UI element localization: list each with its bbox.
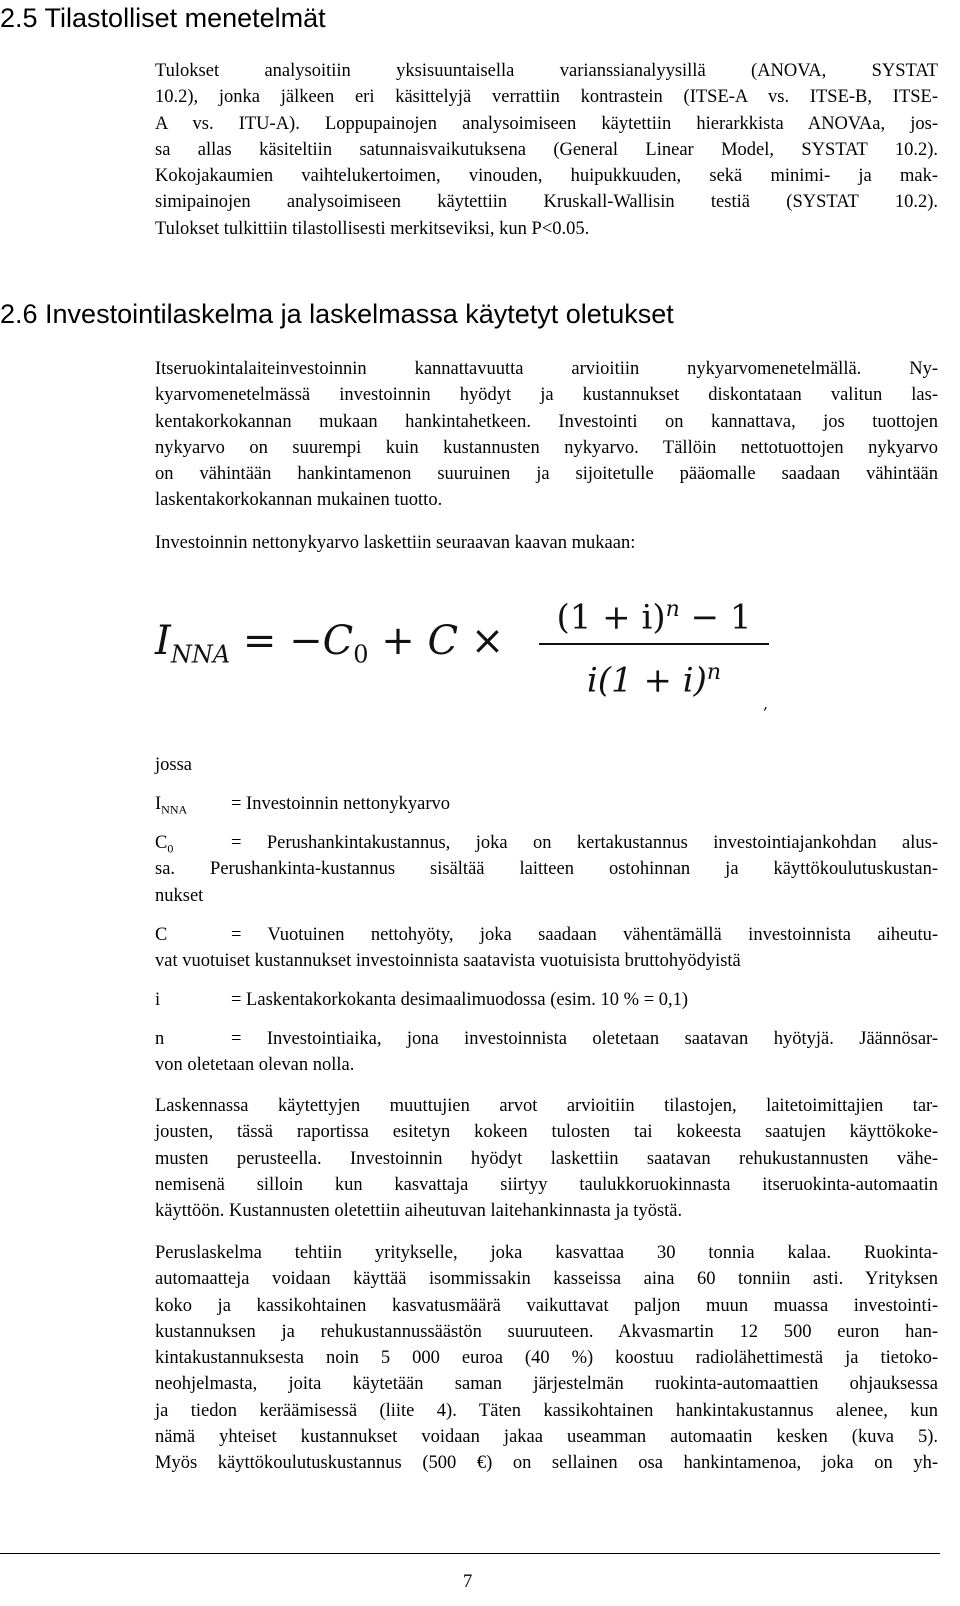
definition-text: = Perushankintakustannus, joka on kertakustannus investointiajankohdan alus- [231,833,938,853]
definition-symbol: n [155,1029,165,1049]
text-line: nämä yhteiset kustannukset voidaan jakaa useamman automaatin kesken (kuva 5). [155,1427,938,1448]
text-line: Kokojakaumien vaihtelukertoimen, vinouden, huipukkuuden, sekä minimi- ja mak- [155,166,938,187]
paragraph-variables [155,1093,938,1224]
text-line: kyarvomenetelmässä investoinnin hyödyt ja kustannukset diskontataan valitun las- [155,385,938,406]
text-line: Peruslaskelma tehtiin yritykselle, joka kasvattaa 30 tonnia kalaa. Ruokinta- [155,1243,938,1263]
definition-text: = Laskentakorkokanta desimaalimuodossa (esim. 10 % = 0,1) [231,990,689,1010]
text-line: laskentakorkokannan mukainen tuotto. [155,490,443,511]
definition-c [155,922,938,975]
definition-text: von oletetaan olevan nolla. [155,1055,355,1076]
text-line: jossa [155,755,192,775]
formula-fraction [539,588,769,705]
definition-text: = Investointiaika, jona investoinnista oletetaan saatavan hyötyjä. Jäännösar- [231,1029,938,1049]
text-line: Myös käyttökoulutuskustannus (500 €) on sellainen osa hankintamenoa, joka on yh- [155,1453,938,1474]
text-line: kustannuksen ja rehukustannussäästön suuruuteen. Akvasmartin 12 500 euron han- [155,1321,938,1342]
formula-equals: = [242,618,277,664]
definition-text: = Investoinnin nettonykyarvo [231,794,451,814]
definition-symbol: i [155,990,161,1010]
formula-numerator: $(1 + i)^n - 1$ [556,597,752,638]
formula-intro [155,530,938,556]
paragraph-npv-method [155,356,938,514]
text-line: Investoinnin nettonykyarvo laskettiin seuraavan kaavan mukaan: [155,533,636,553]
text-line: käyttöön. Kustannusten oletettiin aiheutuvan laitehankinnasta ja työstä. [155,1201,683,1222]
definition-text: vat vuotuiset kustannukset investoinnista saatavista vuotuisista bruttohyödyistä [155,951,741,972]
text-line: musten perusteella. Investoinnin hyödyt laskettiin saatavan rehukustannusten vähe- [155,1148,938,1169]
text-line: Itseruokintalaiteinvestoinnin kannattavuutta arvioitiin nykyarvomenetelmällä. Ny- [155,359,938,379]
text-line: jousten, tässä raportissa esitetyn kokeen tulosten tai kokeesta saatujen käyttökoke- [155,1122,938,1143]
section-heading-2-5: 2.5 Tilastolliset menetelmät [0,3,326,33]
text-line: kentakorkokannan mukaan hankintahetkeen. Investointi on kannattava, jos tuottojen [155,411,938,432]
paragraph-base-calculation [155,1240,938,1477]
text-line: on vähintään hankintamenon suuruinen ja sijoitetulle pääomalle saadaan vähintään [155,464,938,485]
text-line: A vs. ITU-A). Loppupainojen analysoimiseen käytettiin hierarkkista ANOVAa, jos- [155,113,938,134]
jossa-label [155,752,938,778]
text-line: ja tiedon keräämisessä (liite 4). Täten kassikohtainen hankintakustannus alenee, kun [155,1400,938,1421]
formula-lhs: I [155,618,171,664]
text-line: sa allas käsiteltiin satunnaisvaikutuksena (General Linear Model, SYSTAT 10.2). [155,139,938,160]
formula-term-c: C [427,618,459,664]
text-line: Laskennassa käytettyjen muuttujien arvot arvioitiin tilastojen, laitetoimittajien tar- [155,1096,938,1116]
definition-text: = Vuotuinen nettohyöty, joka saadaan vähentämällä investoinnista aiheutu- [231,925,938,945]
text-line: Tulokset tulkittiin tilastollisesti merkitseviksi, kun P<0.05. [155,218,590,239]
formula-times: × [470,618,505,664]
text-line: simipainojen analysoimiseen käytettiin Kruskall-Wallisin testiä (SYSTAT 10.2). [155,192,938,213]
definition-symbol: C [155,925,168,945]
page-number: 7 [463,1572,473,1592]
text-line: 10.2), jonka jälkeen eri käsittelyjä verrattiin kontrastein (ITSE-A vs. ITSE-B, ITSE- [155,87,938,108]
text-line: nykyarvo on suurempi kuin kustannusten nykyarvo. Tällöin nettotuottojen nykyarvo [155,437,938,458]
fraction-bar [539,643,769,645]
formula-plus: + [381,618,415,664]
text-line: kintakustannuksesta noin 5 000 euroa (40 %) koostuu radiolähettimestä ja tietoko- [155,1348,938,1369]
formula-denominator: $i(1 + i)^n$ [586,660,722,701]
definition-text: sa. Perushankinta-kustannus sisältää laitteen ostohinnan ja käyttökoulutuskustan- [155,859,938,880]
definition-text: nukset [155,885,204,906]
footer-divider [0,1553,940,1554]
paragraph-statistics [155,58,938,242]
text-line: Tulokset analysoitiin yksisuuntaisella varianssianalyysillä (ANOVA, SYSTAT [155,61,938,81]
section-heading-2-6: 2.6 Investointilaskelma ja laskelmassa käytetyt oletukset [0,299,674,329]
formula-main [155,618,504,668]
definition-symbol: $I_{NNA}$ [155,794,188,817]
definition-symbol: $C_0$ [155,833,174,856]
formula-c0-sub: 0 [353,640,369,669]
definition-c0 [155,830,938,909]
text-line: automaatteja voidaan käyttää isommissakin kasseissa aina 60 tonniin asti. Yrityksen [155,1269,938,1290]
formula-comma: , [763,694,769,713]
text-line: koko ja kassikohtainen kasvatusmäärä vaikuttavat paljon muun muassa investointi- [155,1295,938,1316]
formula-lhs-sub: NNA [170,640,231,669]
definition-i [155,987,938,1013]
formula-term-c0: −C [289,618,354,664]
text-line: nemisenä silloin kun kasvattaja siirtyy taulukkoruokinnasta itseruokinta-automaatin [155,1174,938,1195]
definition-inna [155,791,938,817]
definition-n [155,1026,938,1079]
text-line: neohjelmasta, joita käytetään saman järjestelmän ruokinta-automaattien ohjauksessa [155,1374,938,1395]
